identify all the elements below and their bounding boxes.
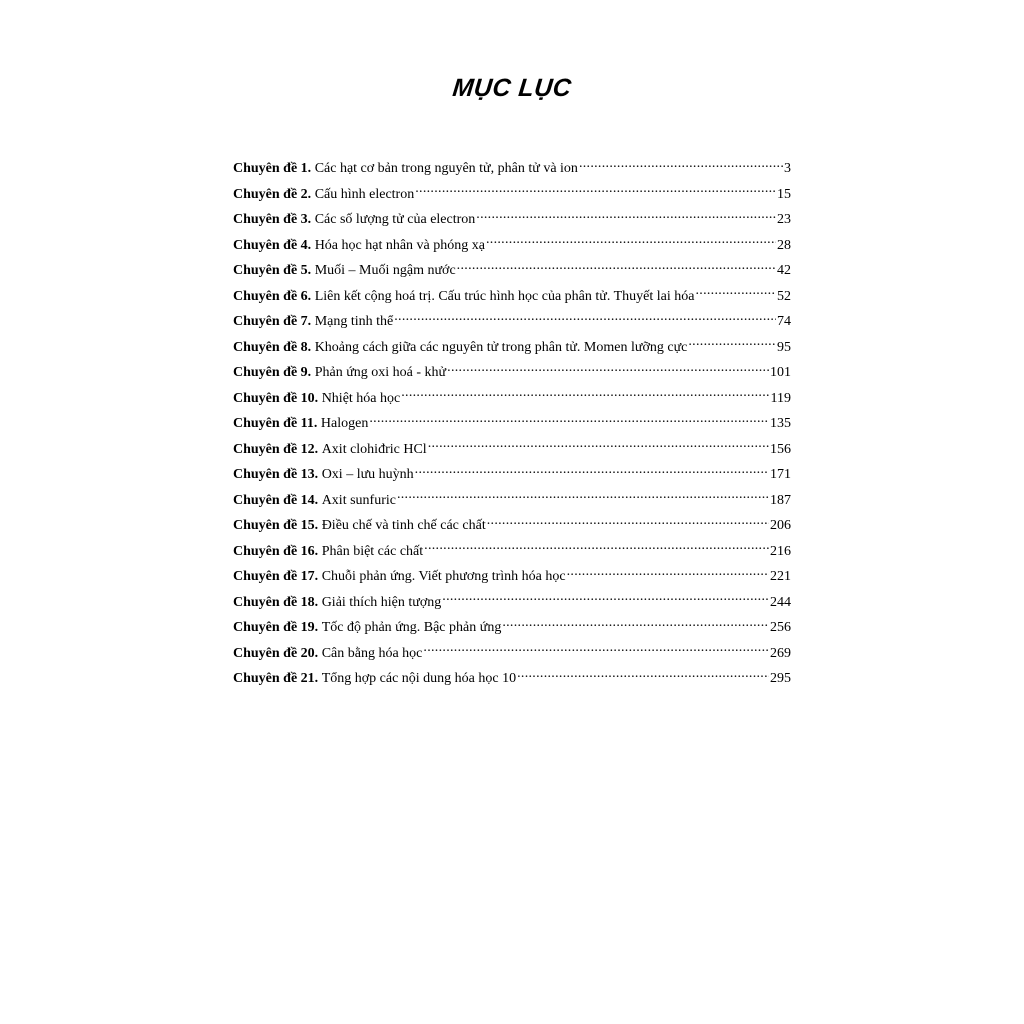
toc-entry-label: Chuyên đề 16.	[233, 543, 319, 559]
toc-dot-leader	[695, 286, 776, 300]
toc-entry-page: 95	[777, 339, 791, 355]
toc-entry	[233, 360, 791, 386]
toc-dot-leader	[447, 362, 769, 376]
toc-dot-leader	[424, 541, 769, 555]
toc-entry-title: Hóa học hạt nhân và phóng xạ	[314, 237, 485, 253]
toc-entry	[233, 513, 791, 539]
page-title: MỤC LỤC	[451, 74, 573, 102]
toc-entry-title: Tốc độ phản ứng. Bậc phản ứng	[321, 620, 502, 635]
toc-entry-label: Chuyên đề 1.	[233, 161, 312, 176]
toc-dot-leader	[369, 413, 769, 427]
toc-entry-title: Axit sunfuric	[321, 492, 396, 508]
toc-entry-title: Halogen	[320, 416, 369, 431]
toc-entry-label: Chuyên đề 3.	[233, 212, 312, 227]
toc-entry	[233, 233, 791, 259]
toc-dot-leader	[415, 464, 769, 478]
toc-entry	[233, 666, 791, 692]
toc-entry-page: 119	[770, 390, 791, 406]
toc-entry-page: 256	[770, 620, 791, 635]
toc-entry-page: 244	[770, 594, 791, 610]
toc-entry-label: Chuyên đề 20.	[233, 645, 319, 661]
toc-dot-leader	[579, 158, 783, 172]
toc-entry-page: 15	[777, 186, 791, 202]
toc-entry-page: 295	[770, 671, 791, 686]
toc-entry	[233, 258, 791, 284]
toc-entry-title: Mạng tinh thể	[314, 314, 394, 329]
toc-entry-page: 3	[784, 161, 791, 176]
toc-entry	[233, 615, 791, 641]
toc-entry	[233, 386, 791, 412]
table-of-contents	[233, 156, 791, 692]
toc-entry-page: 171	[770, 467, 791, 482]
toc-entry-page: 28	[777, 237, 791, 253]
toc-entry	[233, 309, 791, 335]
toc-entry-title: Giải thích hiện tượng	[321, 594, 442, 610]
toc-entry	[233, 411, 791, 437]
toc-dot-leader	[423, 643, 769, 657]
toc-dot-leader	[517, 668, 769, 682]
toc-entry-title: Điều chế và tinh chế các chất	[321, 518, 486, 533]
toc-entry-label: Chuyên đề 2.	[233, 186, 312, 202]
toc-entry	[233, 156, 791, 182]
toc-entry-label: Chuyên đề 14.	[233, 492, 319, 508]
toc-dot-leader	[394, 311, 776, 325]
toc-entry-label: Chuyên đề 9.	[233, 365, 312, 380]
toc-entry-title: Oxi – lưu huỳnh	[321, 467, 414, 482]
toc-entry-label: Chuyên đề 17.	[233, 569, 319, 584]
toc-entry	[233, 539, 791, 565]
toc-entry-label: Chuyên đề 6.	[233, 288, 312, 304]
toc-entry-page: 74	[777, 314, 791, 329]
toc-entry-title: Phân biệt các chất	[321, 543, 424, 559]
toc-entry-label: Chuyên đề 10.	[233, 390, 319, 406]
toc-entry-label: Chuyên đề 19.	[233, 620, 319, 635]
toc-entry-label: Chuyên đề 7.	[233, 314, 312, 329]
toc-dot-leader	[428, 439, 769, 453]
toc-entry-page: 156	[770, 441, 791, 457]
toc-entry	[233, 182, 791, 208]
toc-dot-leader	[688, 337, 776, 351]
toc-entry-page: 101	[770, 365, 791, 380]
toc-entry	[233, 488, 791, 514]
toc-dot-leader	[457, 260, 776, 274]
toc-entry	[233, 207, 791, 233]
toc-entry	[233, 564, 791, 590]
toc-entry-label: Chuyên đề 8.	[233, 339, 312, 355]
toc-entry	[233, 437, 791, 463]
toc-entry-page: 221	[770, 569, 791, 584]
toc-entry-page: 216	[770, 543, 791, 559]
toc-dot-leader	[397, 490, 769, 504]
toc-entry-title: Chuỗi phản ứng. Viết phương trình hóa học	[321, 569, 566, 584]
toc-entry-page: 269	[770, 645, 791, 661]
toc-entry-page: 42	[777, 263, 791, 278]
toc-entry-label: Chuyên đề 11.	[233, 416, 318, 431]
toc-dot-leader	[567, 566, 769, 580]
toc-entry-label: Chuyên đề 12.	[233, 441, 319, 457]
toc-entry-page: 135	[770, 416, 791, 431]
toc-entry-title: Cân bằng hóa học	[321, 645, 423, 661]
toc-entry	[233, 590, 791, 616]
toc-entry	[233, 335, 791, 361]
toc-entry-title: Cấu hình electron	[314, 186, 415, 202]
toc-entry-label: Chuyên đề 13.	[233, 467, 319, 482]
toc-entry-label: Chuyên đề 4.	[233, 237, 312, 253]
toc-entry-title: Phản ứng oxi hoá - khử	[314, 365, 447, 380]
toc-entry-label: Chuyên đề 5.	[233, 263, 312, 278]
toc-dot-leader	[415, 184, 776, 198]
toc-entry-title: Các số lượng tử của electron	[314, 212, 476, 227]
toc-entry-page: 187	[770, 492, 791, 508]
toc-dot-leader	[502, 617, 769, 631]
toc-dot-leader	[487, 515, 769, 529]
toc-entry-title: Tổng hợp các nội dung hóa học 10	[321, 671, 517, 686]
toc-entry-title: Muối – Muối ngậm nước	[314, 263, 456, 278]
toc-entry-page: 206	[770, 518, 791, 533]
toc-entry-label: Chuyên đề 21.	[233, 671, 319, 686]
toc-entry-title: Liên kết cộng hoá trị. Cấu trúc hình học của phân tử. Thuyết lai hóa	[314, 288, 695, 304]
toc-entry-title: Axit clohiđric HCl	[321, 441, 427, 457]
toc-dot-leader	[401, 388, 769, 402]
toc-entry	[233, 641, 791, 667]
toc-dot-leader	[442, 592, 769, 606]
toc-entry-label: Chuyên đề 18.	[233, 594, 319, 610]
toc-dot-leader	[476, 209, 776, 223]
toc-entry-page: 23	[777, 212, 791, 227]
toc-entry	[233, 462, 791, 488]
toc-entry-title: Khoảng cách giữa các nguyên tử trong phân tử. Momen lưỡng cực	[314, 339, 688, 355]
toc-entry	[233, 284, 791, 310]
toc-entry-label: Chuyên đề 15.	[233, 518, 319, 533]
toc-entry-title: Nhiệt hóa học	[321, 390, 401, 406]
toc-entry-page: 52	[777, 288, 791, 304]
toc-dot-leader	[486, 235, 776, 249]
toc-entry-title: Các hạt cơ bản trong nguyên tử, phân tử và ion	[314, 161, 578, 176]
